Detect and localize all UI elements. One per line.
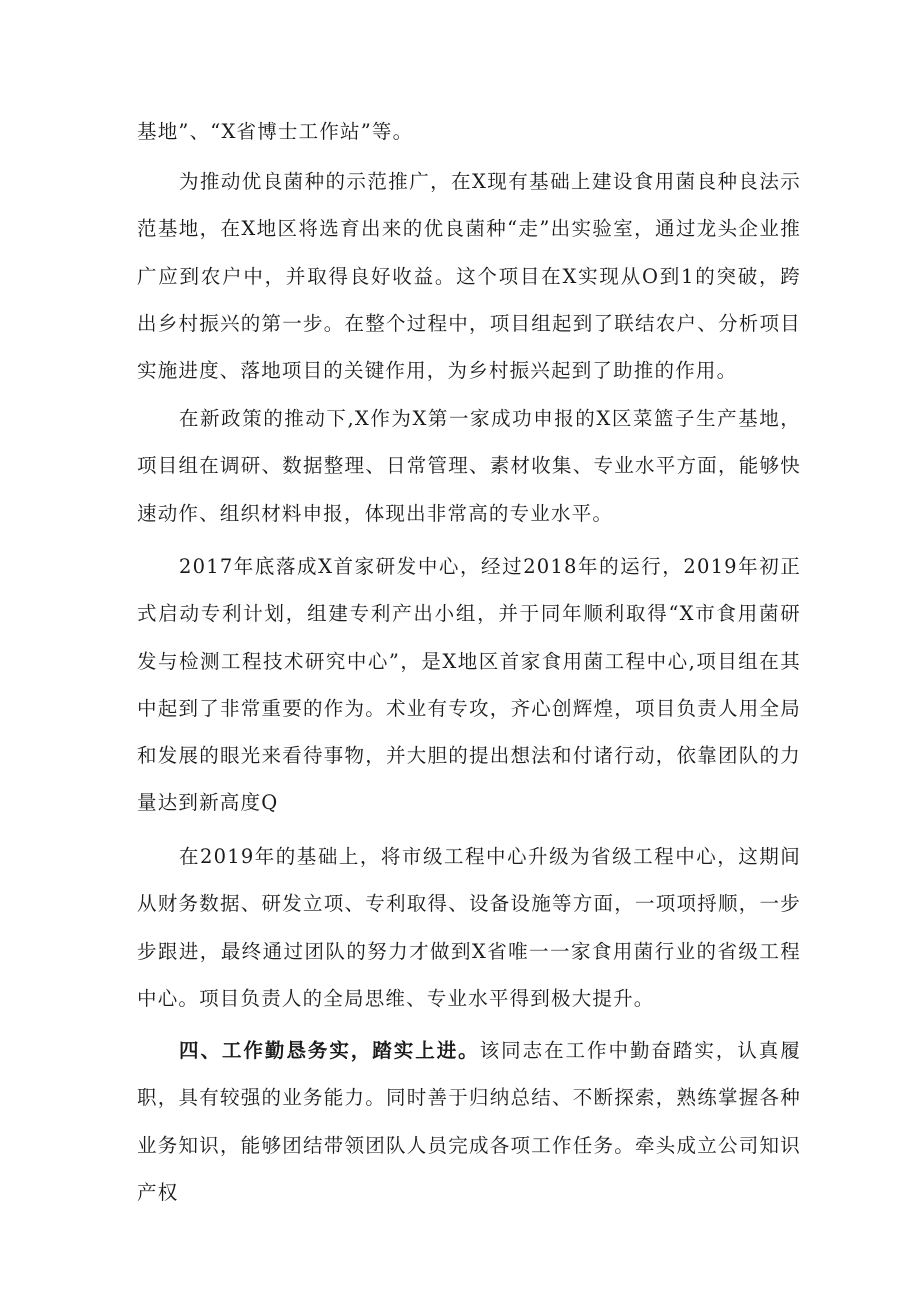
section-four-body: 该同志在工作中勤奋踏实，认真履职，具有较强的业务能力。同时善于归纳总结、不断探索，熟练掌握各种业务知识，能够团结带领团队人员完成各项工作任务。牵头成立公司知识产权 [137,1039,801,1204]
paragraph-2: 为推动优良菌种的示范推广，在X现有基础上建设食用菌良种良法示范基地，在X地区将选育出来的优良菌种“走”出实验室，通过龙头企业推广应到农户中，并取得良好收益。这个项目在X实现从O到1的突破，跨出乡村振兴的第一步。在整个过程中，项目组起到了联结农户、分析项目实施进度、落地项目的关键作用，为乡村振兴起到了助推的作用。 [137,170,801,383]
paragraph-1: 基地”、“X省博士工作站”等。 [137,120,414,143]
section-four-heading: 四、工作勤恳务实，踏实上进。 [179,1039,480,1062]
paragraph-5: 在2019年的基础上，将市级工程中心升级为省级工程中心，这期间从财务数据、研发立项、专利取得、设备设施等方面，一项项捋顺，一步步跟进，最终通过团队的努力才做到X省唯一一家食用菌行业的省级工程中心。项目负责人的全局思维、专业水平得到极大提升。 [137,845,801,1010]
paragraph-4: 2017年底落成X首家研发中心，经过2018年的运行，2019年初正式启动专利计划，组建专利产出小组，并于同年顺利取得“X市食用菌研发与检测工程技术研究中心”，是X地区首家食用菌工程中心,项目组在其中起到了非常重要的作为。术业有专攻，齐心创辉煌，项目负责人用全局和发展的眼光来看待事物，并大胆的提出想法和付诸行动，依靠团队的力量达到新高度Q [137,555,801,815]
paragraph-3: 在新政策的推动下,X作为X第一家成功申报的X区菜篮子生产基地，项目组在调研、数据整理、日常管理、素材收集、专业水平方面，能够快速动作、组织材料申报，体现出非常高的专业水平。 [137,407,801,525]
paragraph-6 [137,1027,801,1216]
